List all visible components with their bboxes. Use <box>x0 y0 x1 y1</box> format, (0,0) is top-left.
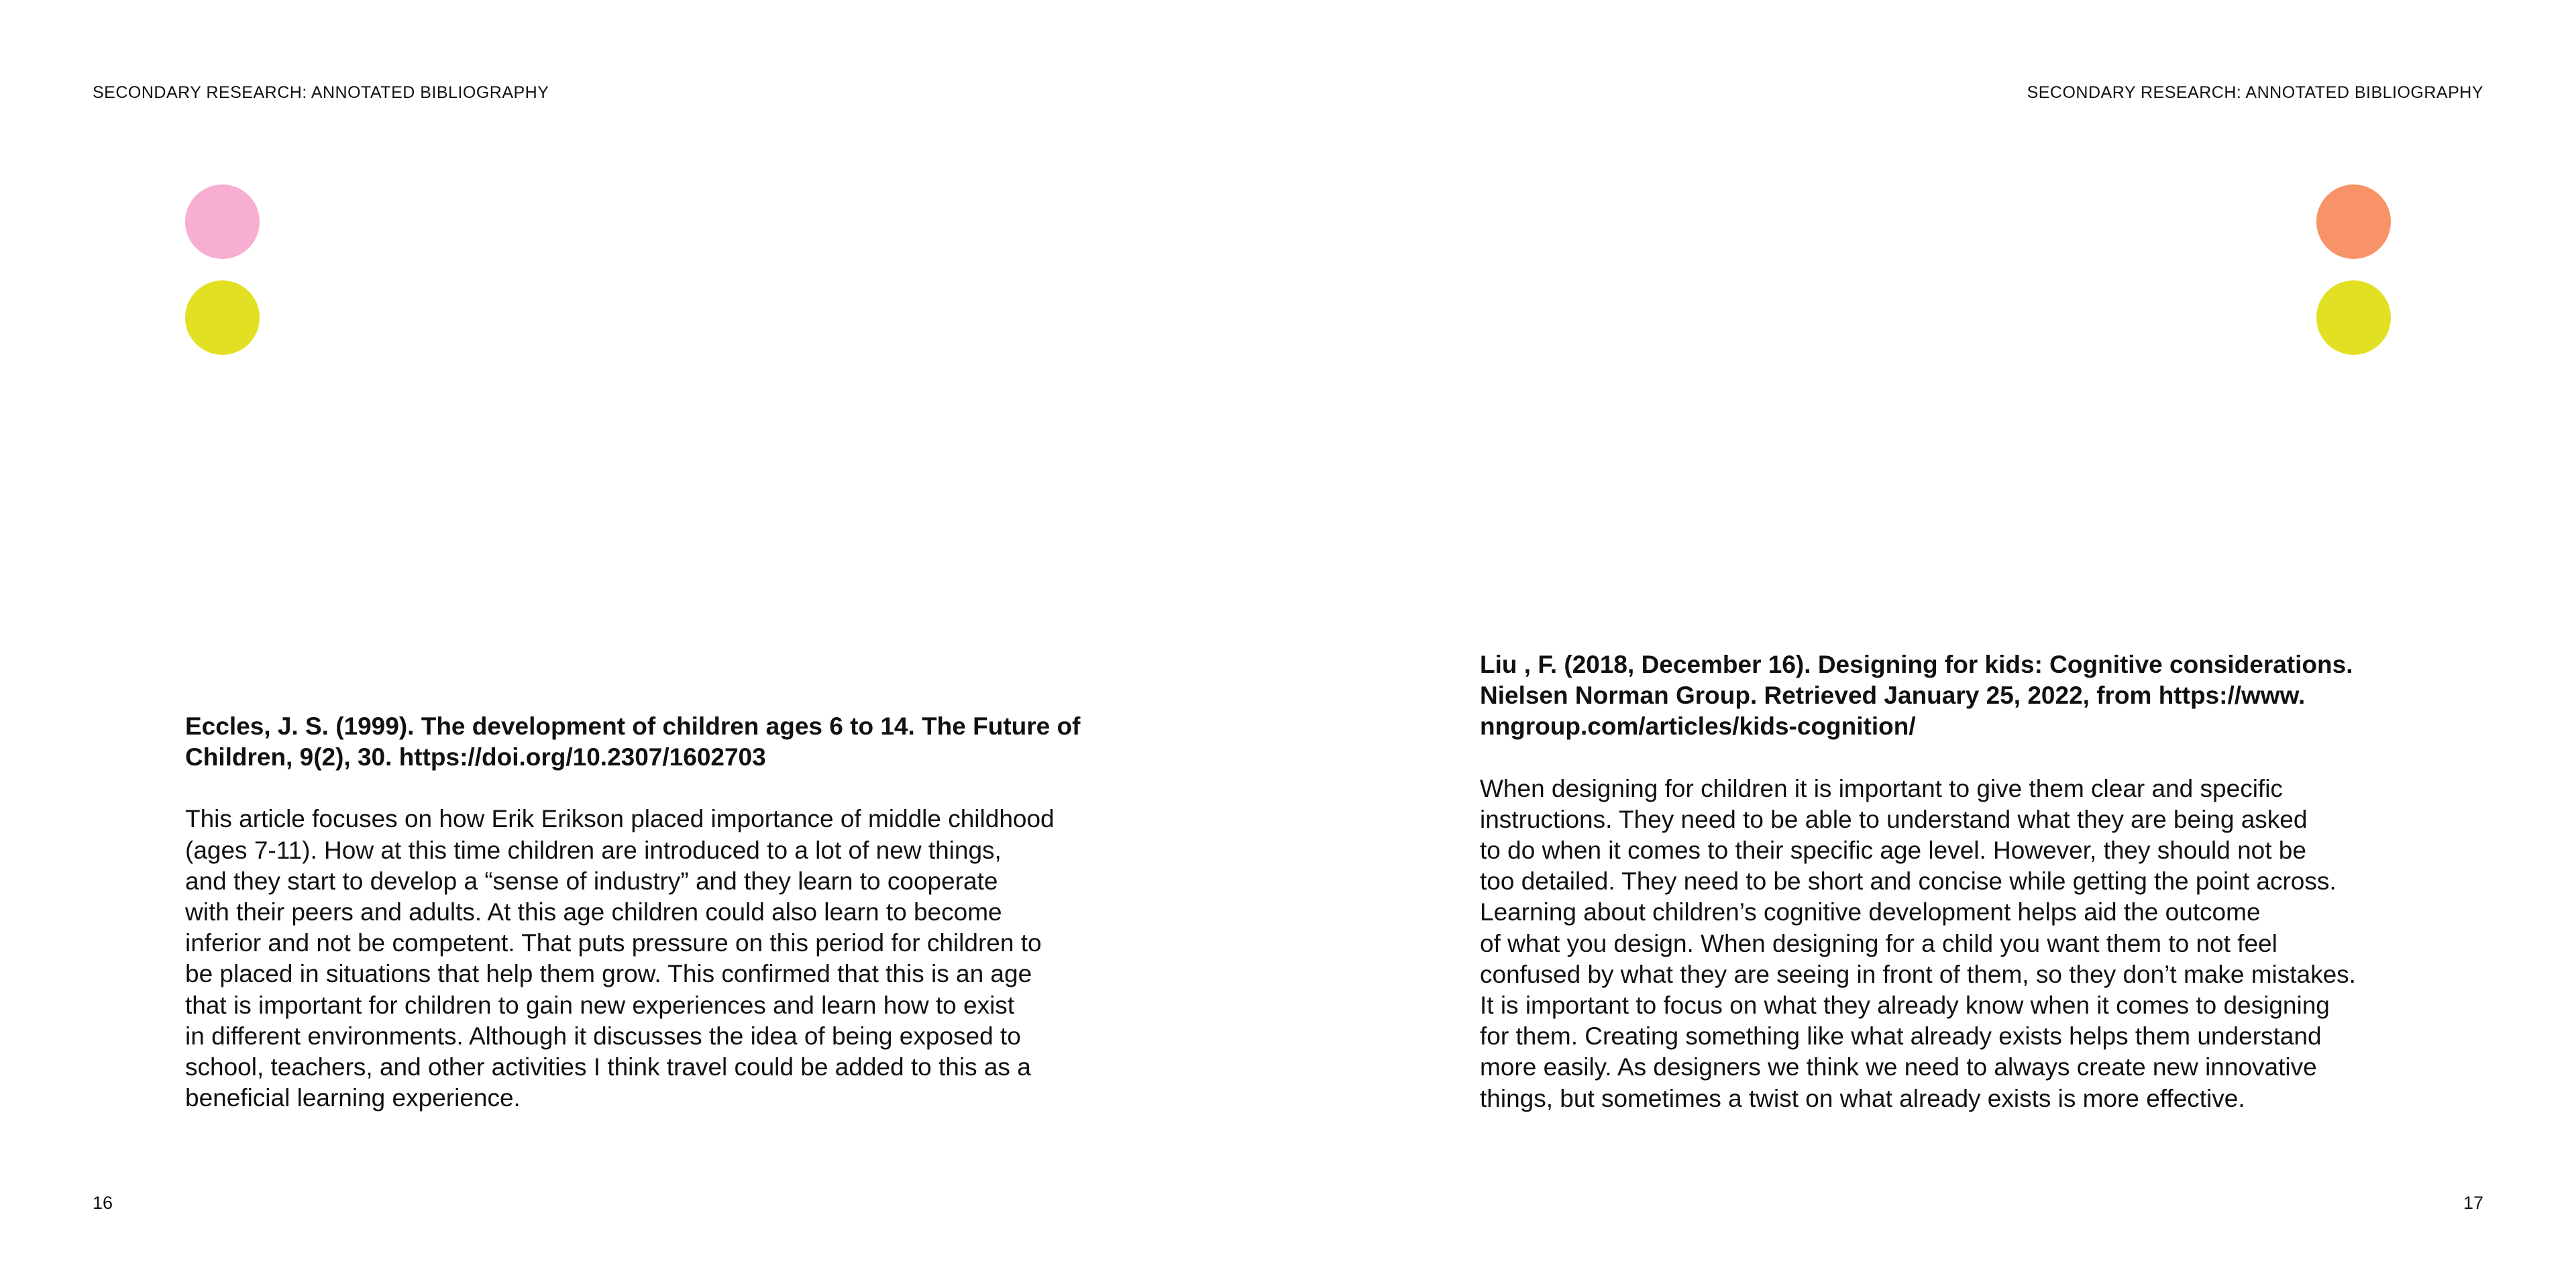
citation: Liu , F. (2018, December 16). Designing for kids: Cognitive considerations. Nielsen Norman Group. Retrieved January 25, 2022, from https://www. nngroup.com/articles/kids-cognition/ <box>1480 651 2353 741</box>
orange-dot <box>2316 184 2391 259</box>
page-number: 17 <box>2463 1193 2483 1213</box>
bibliography-entry <box>1480 649 2419 1114</box>
bibliography-entry <box>185 711 1124 1114</box>
annotation: When designing for children it is important to give them clear and specific instructions. They need to be able to understand what they are being asked to do when it comes to their specific age level. However, they should not be too detailed. They need to be short and concise while getting the point across. Learning about children’s cognitive development helps aid the outcome of what you design. When designing for a child you want them to not feel confused by what they are seeing in front of them, so they don’t make mistakes. It is important to focus on what they already know when it comes to designing for them. Creating something like what already exists helps them understand more easily. As designers we think we need to always create new innovative things, but sometimes a twist on what already exists is more effective. <box>1480 774 2356 1112</box>
running-head: SECONDARY RESEARCH: ANNOTATED BIBLIOGRAPHY <box>93 83 549 102</box>
right-page <box>1288 0 2576 1288</box>
running-head: SECONDARY RESEARCH: ANNOTATED BIBLIOGRAPHY <box>2027 83 2483 102</box>
yellow-dot <box>185 280 260 355</box>
citation: Eccles, J. S. (1999). The development of children ages 6 to 14. The Future of Children, 9(2), 30. https://doi.org/10.2307/1602703 <box>185 712 1081 771</box>
yellow-dot <box>2316 280 2391 355</box>
annotation: This article focuses on how Erik Erikson placed importance of middle childhood (ages 7-11). How at this time children are introduced to a lot of new things, and they start to develop a “sense of industry” and they learn to cooperate with their peers and adults. At this age children could also learn to become inferior and not be competent. That puts pressure on this period for children to be placed in situations that help them grow. This confirmed that this is an age that is important for children to gain new experiences and learn how to exist in different environments. Although it discusses the idea of being exposed to school, teachers, and other activities I think travel could be added to this as a beneficial learning experience. <box>185 805 1055 1112</box>
page-number: 16 <box>93 1193 113 1213</box>
pink-dot <box>185 184 260 259</box>
